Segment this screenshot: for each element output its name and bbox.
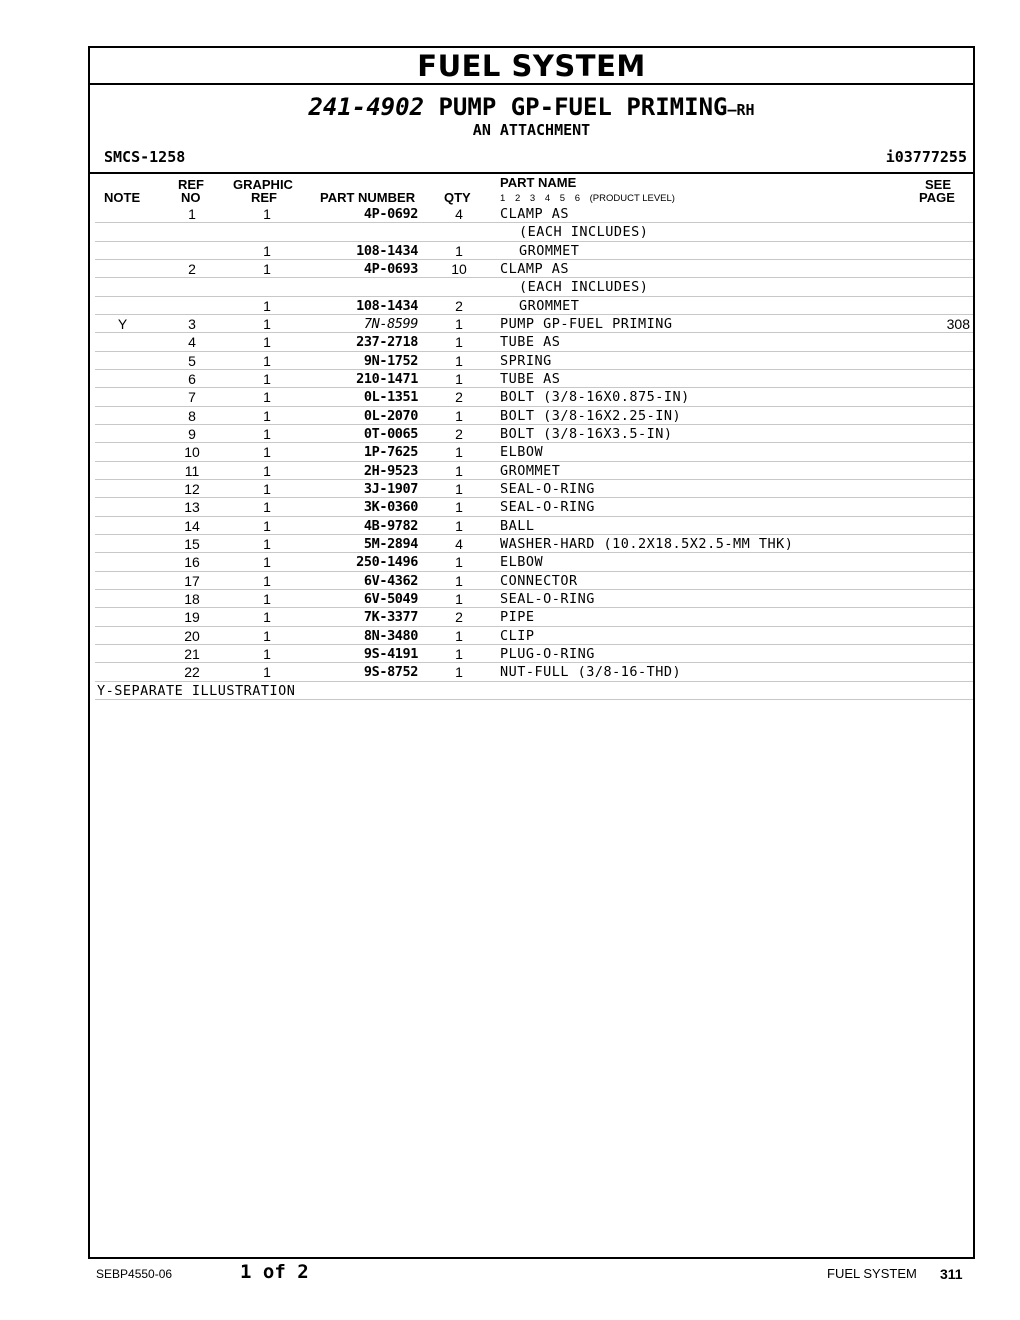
part-name-cell: WASHER-HARD (10.2X18.5X2.5-MM THK) [500,535,794,552]
graphic-ref-cell: 1 [263,352,271,369]
graphic-ref-cell: 1 [263,572,271,589]
graphic-ref-cell: 1 [263,517,271,534]
table-row [95,352,973,370]
graphic-ref-cell: 1 [263,480,271,497]
ref-no-cell: 9 [188,425,196,442]
part-name-cell: BOLT (3/8-16X2.25-IN) [500,407,682,424]
qty-cell: 1 [455,315,463,332]
footer-section: FUEL SYSTEM [827,1266,917,1281]
part-number-cell: 108-1434 [356,297,418,314]
table-row [95,608,973,626]
part-name-cell: (EACH INCLUDES) [519,224,649,241]
table-row [95,590,973,608]
table-row [95,663,973,681]
see-page-cell: 308 [946,315,970,332]
part-name-cell: ELBOW [500,554,544,571]
part-name-cell: PUMP GP-FUEL PRIMING [500,315,673,332]
ref-no-cell: 10 [184,444,200,461]
part-name-cell: BOLT (3/8-16X3.5-IN) [500,425,673,442]
qty-cell: 2 [455,609,463,626]
illustration-id: i03777255 [885,148,967,166]
part-number-cell: 210-1471 [356,370,418,387]
graphic-ref-cell: 1 [263,590,271,607]
qty-cell: 1 [455,480,463,497]
graphic-ref-cell: 1 [263,627,271,644]
qty-cell: 1 [455,499,463,516]
ref-no-cell: 3 [188,315,196,332]
product-levels: 1 2 3 4 5 6 (PRODUCT LEVEL) [500,193,675,204]
part-number-cell: 4P-0692 [363,206,418,222]
table-row [95,297,973,315]
page-of: 1 of 2 [240,1261,309,1283]
col-ref-top: REF [178,177,204,192]
ref-no-cell: 21 [184,645,200,662]
qty-cell: 1 [455,590,463,607]
table-row [95,205,973,223]
table-row [95,517,973,535]
table-row [95,480,973,498]
table-row [95,333,973,351]
graphic-ref-cell: 1 [263,260,271,277]
table-row [95,553,973,571]
qty-cell: 2 [455,297,463,314]
footnote: Y-SEPARATE ILLUSTRATION [97,682,296,699]
part-name-cell: PIPE [500,609,535,626]
table-row [95,278,973,296]
part-name-cell: SEAL-O-RING [500,499,595,516]
part-number-cell: 9N-1752 [363,352,418,369]
table-row [95,260,973,278]
graphic-ref-cell: 1 [263,499,271,516]
ref-no-cell: 7 [188,389,196,406]
table-row [95,370,973,388]
part-number-cell: 7N-8599 [363,315,418,332]
ref-no-cell: 4 [188,334,196,351]
ref-no-cell: 11 [184,462,200,479]
col-see-bottom: PAGE [919,190,955,205]
part-number-cell: 4P-0693 [363,260,418,277]
graphic-ref-cell: 1 [263,444,271,461]
graphic-ref-cell: 1 [263,389,271,406]
ref-no-cell: 20 [184,627,200,644]
graphic-ref-cell: 1 [263,407,271,424]
group-suffix: RH [736,101,755,119]
qty-cell: 1 [455,517,463,534]
table-row [95,425,973,443]
qty-cell: 1 [455,645,463,662]
footnote-row [95,682,973,700]
part-name-cell: PLUG-O-RING [500,645,595,662]
part-number-cell: 108-1434 [356,242,418,259]
graphic-ref-cell: 1 [263,645,271,662]
section-title: FUEL SYSTEM [90,48,973,85]
part-name-cell: NUT-FULL (3/8-16-THD) [500,664,682,681]
part-number-cell: 0T-0065 [363,425,418,442]
group-subtitle: AN ATTACHMENT [472,121,591,139]
part-name-cell: SEAL-O-RING [500,590,595,607]
col-graphic-top: GRAPHIC [233,177,293,192]
part-number-cell: 2H-9523 [363,462,418,479]
table-row [95,498,973,516]
qty-cell: 1 [455,572,463,589]
col-part-name: PART NAME [500,175,577,190]
part-number-cell: 237-2718 [356,334,418,351]
part-name-cell: BOLT (3/8-16X0.875-IN) [500,389,690,406]
header-divider [90,172,973,174]
part-name-cell: BALL [500,517,535,534]
page-number: 311 [940,1266,963,1282]
part-number-cell: 7K-3377 [363,609,418,626]
part-number-cell: 5M-2894 [363,535,418,552]
graphic-ref-cell: 1 [263,315,271,332]
ref-no-cell: 8 [188,407,196,424]
graphic-ref-cell: 1 [263,664,271,681]
qty-cell: 2 [455,389,463,406]
table-row [95,242,973,260]
part-number-cell: 9S-4191 [363,645,418,662]
qty-cell: 10 [451,260,467,277]
qty-cell: 1 [455,242,463,259]
qty-cell: 1 [455,334,463,351]
group-title [90,93,973,124]
ref-no-cell: 15 [184,535,200,552]
ref-no-cell: 14 [184,517,200,534]
graphic-ref-cell: 1 [263,554,271,571]
table-row [95,535,973,553]
part-name-cell: CLAMP AS [500,260,570,277]
part-number-cell: 8N-3480 [363,627,418,644]
ref-no-cell: 13 [184,499,200,516]
table-row [95,315,973,333]
graphic-ref-cell: 1 [263,334,271,351]
table-row [95,462,973,480]
part-number-cell: 0L-2070 [363,407,418,424]
part-name-cell: SPRING [500,352,552,369]
qty-cell: 2 [455,425,463,442]
qty-cell: 1 [455,352,463,369]
graphic-ref-cell: 1 [263,297,271,314]
qty-cell: 4 [455,206,463,222]
part-number-cell: 0L-1351 [363,389,418,406]
ref-no-cell: 5 [188,352,196,369]
part-number-cell: 9S-8752 [363,664,418,681]
group-dash: – [727,101,737,119]
ref-no-cell: 6 [188,370,196,387]
part-number-cell: 3K-0360 [363,499,418,516]
ref-no-cell: 2 [188,260,196,277]
part-number-cell: 6V-5049 [363,590,418,607]
part-name-cell: ELBOW [500,444,544,461]
graphic-ref-cell: 1 [263,535,271,552]
ref-no-cell: 18 [184,590,200,607]
part-number-cell: 6V-4362 [363,572,418,589]
graphic-ref-cell: 1 [263,370,271,387]
table-row [95,388,973,406]
graphic-ref-cell: 1 [263,462,271,479]
part-number-cell: 3J-1907 [363,480,418,497]
table-row [95,223,973,241]
table-row [95,627,973,645]
table-row [95,572,973,590]
ref-no-cell: 16 [184,554,200,571]
parts-list-frame [88,46,975,1259]
qty-cell: 1 [455,462,463,479]
group-part-number: 241-4902 [308,93,425,121]
qty-cell: 4 [455,535,463,552]
part-name-cell: GROMMET [519,297,580,314]
part-name-cell: CONNECTOR [500,572,578,589]
graphic-ref-cell: 1 [263,425,271,442]
part-number-cell: 1P-7625 [363,444,418,461]
doc-number: SEBP4550-06 [96,1267,173,1281]
ref-no-cell: 12 [184,480,200,497]
part-name-cell: TUBE AS [500,370,561,387]
graphic-ref-cell: 1 [263,206,271,222]
qty-cell: 1 [455,627,463,644]
part-number-cell: 4B-9782 [363,517,418,534]
qty-cell: 1 [455,370,463,387]
col-graphic-bottom: REF [251,190,277,205]
part-name-cell: SEAL-O-RING [500,480,595,497]
part-name-cell: CLAMP AS [500,206,570,222]
note-cell: Y [117,315,128,332]
qty-cell: 1 [455,664,463,681]
qty-cell: 1 [455,407,463,424]
col-ref-bottom: NO [181,190,201,205]
qty-cell: 1 [455,444,463,461]
ref-no-cell: 22 [184,664,200,681]
table-row [95,443,973,461]
graphic-ref-cell: 1 [263,242,271,259]
group-name: PUMP GP-FUEL PRIMING [438,93,728,121]
part-name-cell: (EACH INCLUDES) [519,279,649,296]
ref-no-cell: 17 [184,572,200,589]
col-see-top: SEE [925,177,952,192]
col-qty: QTY [444,190,471,205]
part-name-cell: TUBE AS [500,334,561,351]
part-name-cell: GROMMET [519,242,580,259]
table-row [95,407,973,425]
col-note: NOTE [104,190,141,205]
ref-no-cell: 1 [188,206,196,222]
part-name-cell: CLIP [500,627,535,644]
smcs-code: SMCS-1258 [104,148,186,166]
ref-no-cell: 19 [184,609,200,626]
parts-table [95,205,973,700]
part-name-cell: GROMMET [500,462,561,479]
qty-cell: 1 [455,554,463,571]
graphic-ref-cell: 1 [263,609,271,626]
table-row [95,645,973,663]
col-part-number: PART NUMBER [320,190,416,205]
part-number-cell: 250-1496 [356,554,418,571]
